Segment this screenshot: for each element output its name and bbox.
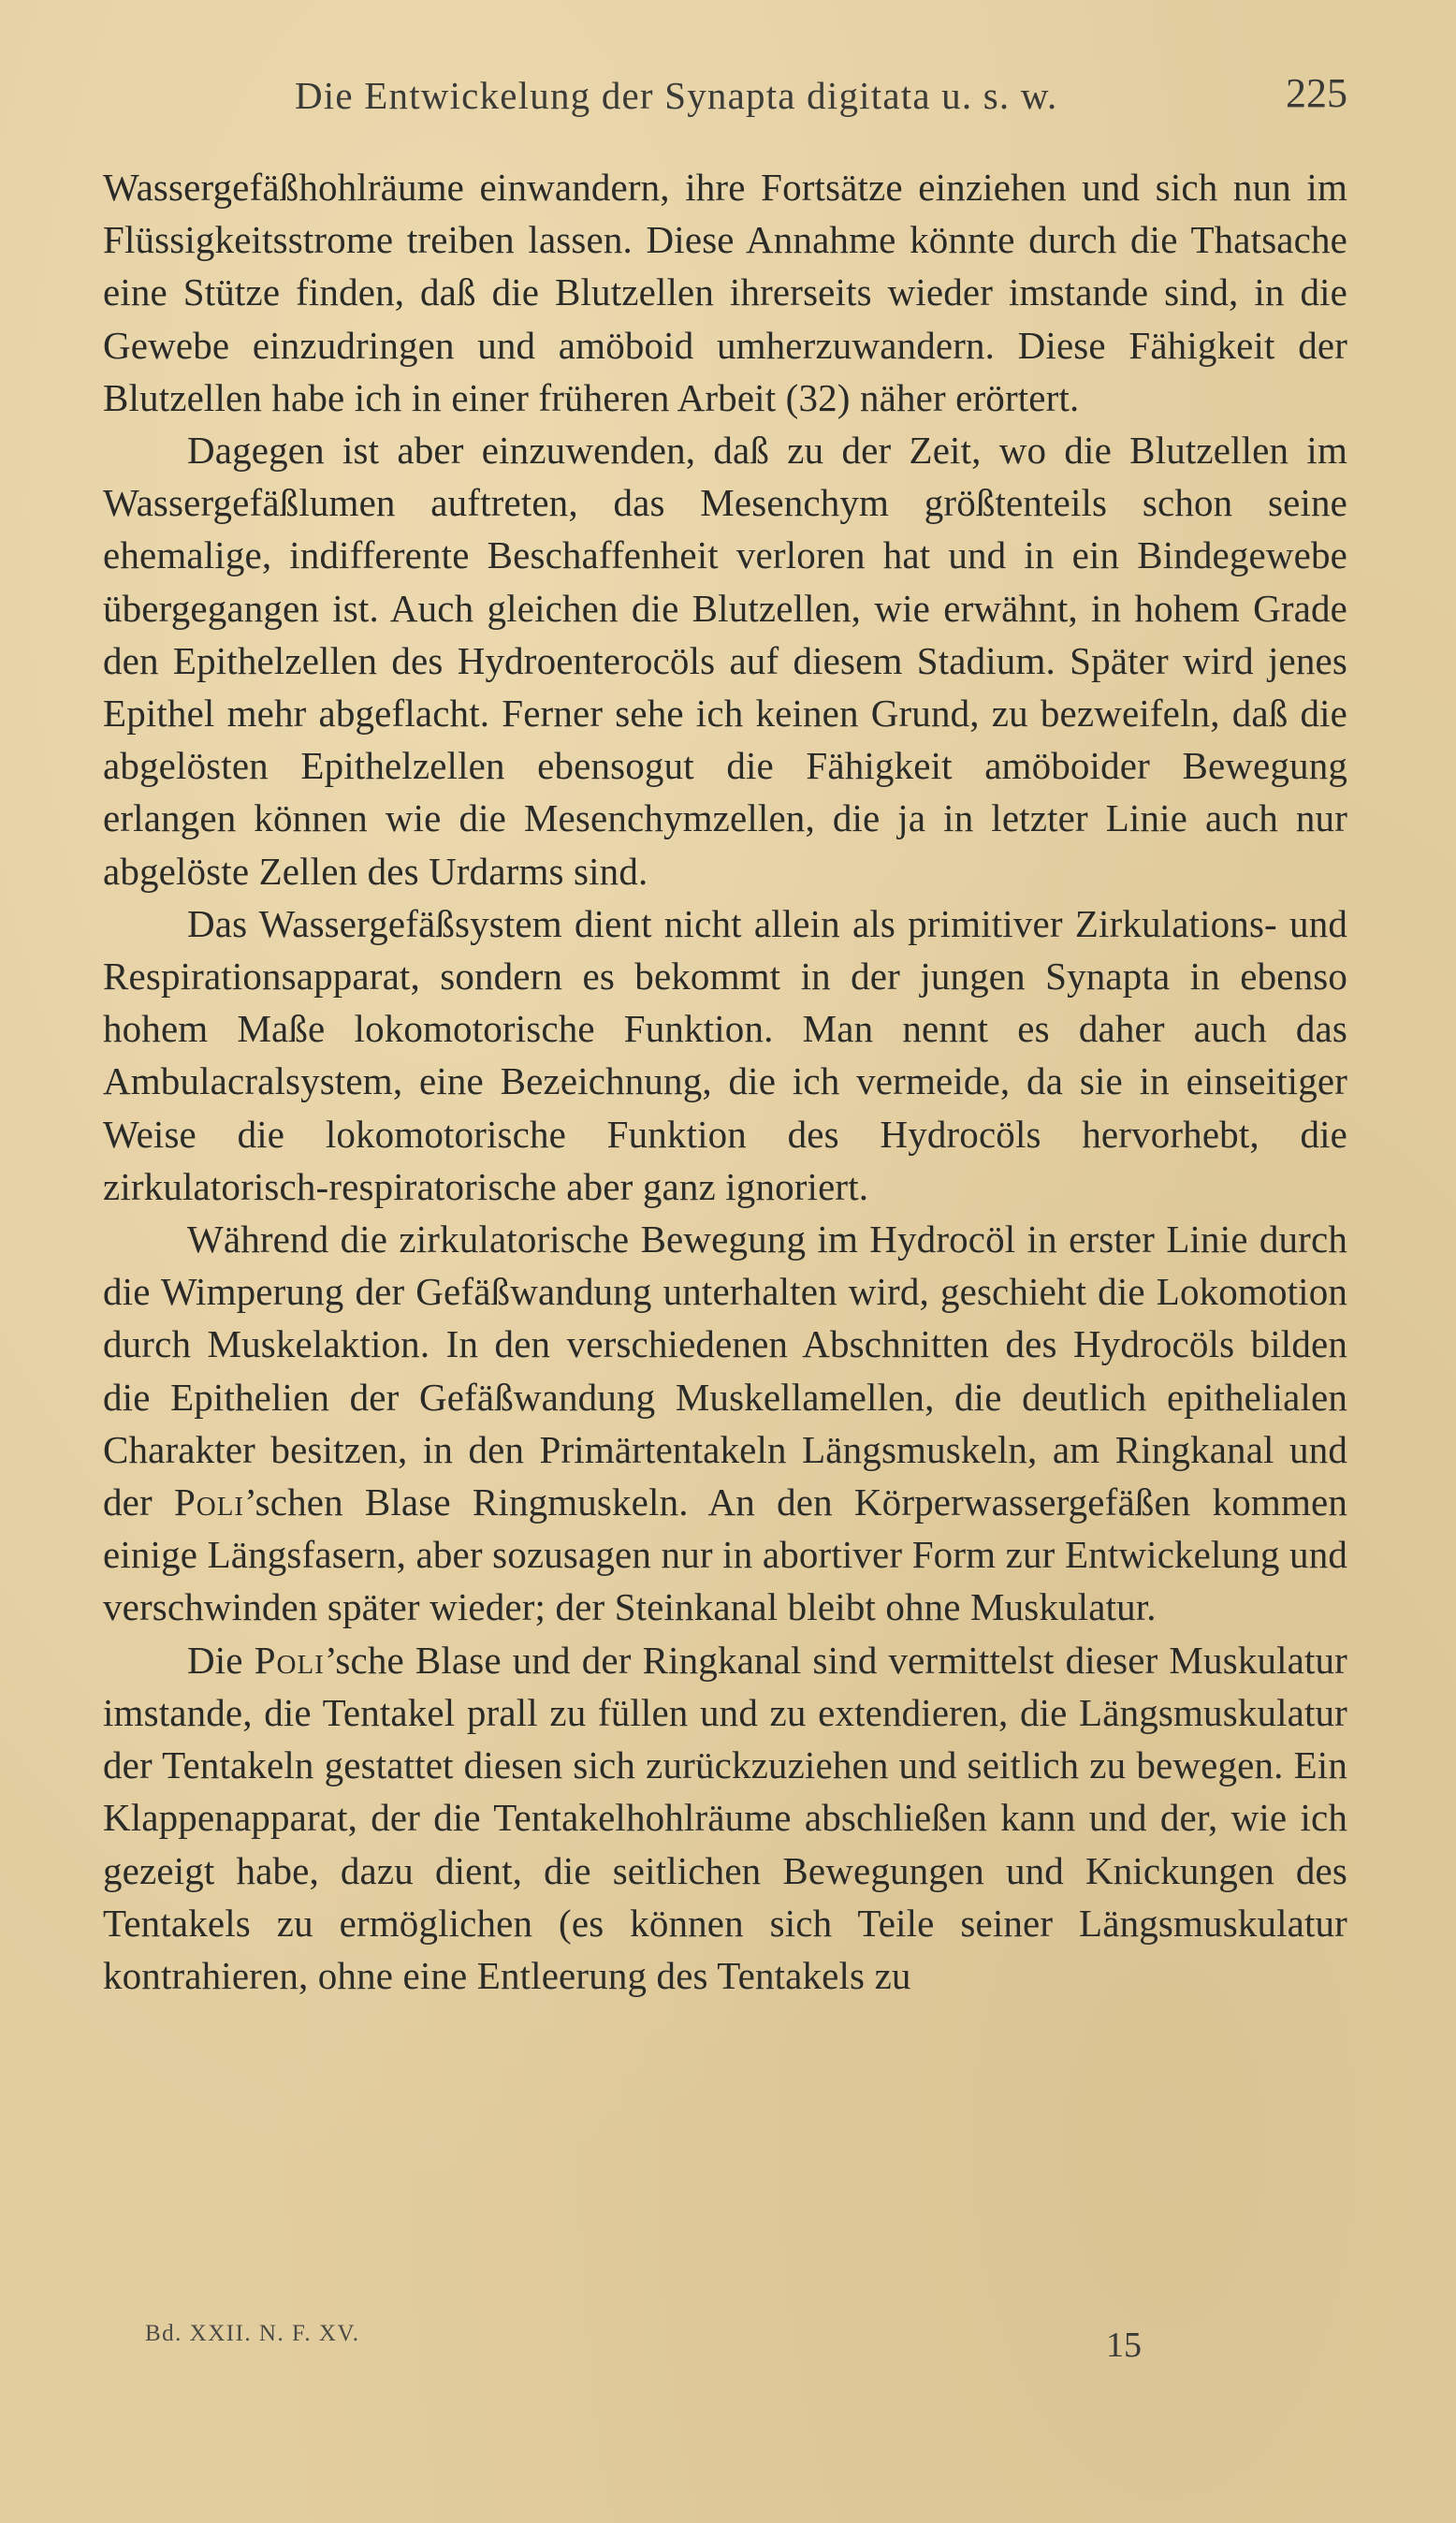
running-title: Die Entwickelung der Synapta digitata u. s. w.	[295, 74, 1058, 117]
author-name-poli: Poli	[254, 1638, 325, 1682]
paragraph-continued	[103, 161, 1347, 424]
page-footer	[103, 2310, 1347, 2366]
author-name-poli: Poli	[173, 1480, 245, 1524]
text-run: ’sche Blase und der Ringkanal sind vermittelst dieser Muskulatur imstande, die Tentakel prall zu füllen und zu extendieren, die Längsmuskulatur der Tentakeln gestattet diesen sich zurückzuziehen und seitlich zu bewegen. Ein Klappenapparat, der die Tentakelhohlräume abschließen kann und der, wie ich gezeigt habe, dazu dient, die seitlichen Bewegungen und Knickungen des Tentakels zu ermöglichen (es können sich Teile seiner Längsmuskulatur kontrahieren, ohne eine Entleerung des Tentakels zu	[103, 1638, 1347, 1997]
paragraph	[103, 424, 1347, 897]
body-text	[103, 161, 1347, 2002]
text-run: Die	[187, 1638, 255, 1682]
volume-signature: Bd. XXII. N. F. XV.	[145, 2321, 360, 2346]
sheet-number: 15	[1106, 2326, 1142, 2365]
paragraph	[103, 1634, 1347, 2002]
text-run: Dagegen ist aber einzuwenden, daß zu der Zeit, wo die Blutzellen im Wassergefäßlumen auftreten, das Mesenchym größtenteils schon seine ehemalige, indifferente Beschaffenheit verloren hat und in ein Bindegewebe übergegangen ist. Auch gleichen die Blutzellen, wie erwähnt, in hohem Grade den Epithelzellen des Hydroenterocöls auf diesem Stadium. Später wird jenes Epithel mehr abgeflacht. Ferner sehe ich keinen Grund, zu bezweifeln, daß die abgelösten Epithelzellen ebensogut die Fähigkeit amöboider Bewegung erlangen können wie die Mesenchymzellen, die ja in letzter Linie auch nur abgelöste Zellen des Urdarms sind.	[103, 429, 1347, 893]
text-run: Während die zirkulatorische Bewegung im Hydrocöl in erster Linie durch die Wimperung der Gefäßwandung unterhalten wird, geschieht die Lokomotion durch Muskelaktion. In den verschiedenen Abschnitten des Hydrocöls bilden die Epithelien der Gefäßwandung Muskellamellen, die deutlich epithelialen Charakter besitzen, in den Primärtentakeln Längsmuskeln, am Ringkanal und der	[103, 1218, 1347, 1524]
paragraph	[103, 1213, 1347, 1634]
paragraph	[103, 897, 1347, 1213]
text-run: Wassergefäßhohlräume einwandern, ihre Fortsätze einziehen und sich nun im Flüssigkeitsstrome treiben lassen. Diese Annahme könnte durch die Thatsache eine Stütze finden, daß die Blutzellen ihrerseits wieder imstande sind, in die Gewebe einzudringen und amöboid umherzuwandern. Diese Fähigkeit der Blutzellen habe ich in einer früheren Arbeit (32) näher erörtert.	[103, 166, 1347, 419]
page-number: 225	[1286, 70, 1347, 116]
text-run: Das Wassergefäßsystem dient nicht allein als primitiver Zirkulations- und Respirationsapparat, sondern es bekommt in der jungen Synapta in ebenso hohem Maße lokomotorische Funktion. Man nennt es daher auch das Ambulacralsystem, eine Bezeichnung, die ich vermeide, da sie in einseitiger Weise die lokomotorische Funktion des Hydrocöls hervorhebt, die zirkulatorisch-respiratorische aber ganz ignoriert.	[103, 901, 1347, 1208]
text-run: ’schen Blase Ringmuskeln. An den Körperwassergefäßen kommen einige Längsfasern, aber sozusagen nur in abortiver Form zur Entwickelung und verschwinden später wieder; der Steinkanal bleibt ohne Muskulatur.	[103, 1480, 1347, 1629]
running-head	[103, 70, 1347, 129]
